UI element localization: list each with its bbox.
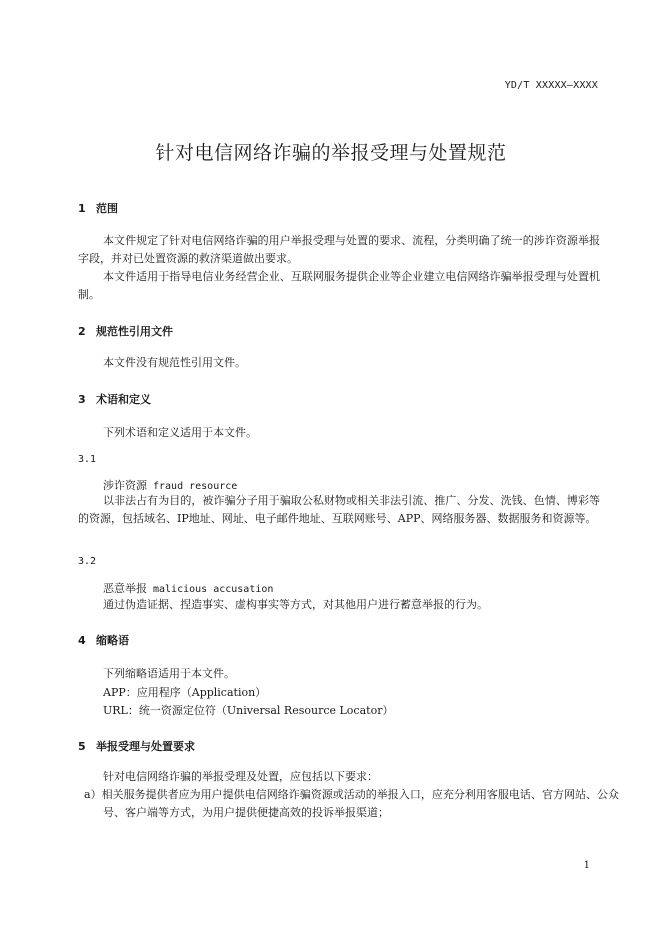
term-3-1-definition: 以非法占有为目的，被诈骗分子用于骗取公私财物或相关非法引流、推广、分发、洗钱、色情、博彩等的资源，包括域名、IP地址、网址、电子邮件地址、互联网账号、APP、网络服务器、数据服务和资源等。 xyxy=(78,494,600,525)
requirement-item-a: a）相关服务提供者应为用户提供电信网络诈骗资源或活动的举报入口，应充分利用客服电话、官方网站、公众号、客户端等方式，为用户提供便捷高效的投诉举报渠道； xyxy=(84,788,619,819)
section-title: 规范性引用文件 xyxy=(96,325,173,338)
section-1-paragraph-1: 本文件规定了针对电信网络诈骗的用户举报受理与处置的要求、流程，分类明确了统一的涉诈资源举报字段，并对已处置资源的救济渠道做出要求。 xyxy=(78,234,600,265)
section-title: 范围 xyxy=(96,202,118,215)
abbreviation-url: URL：统一资源定位符（Universal Resource Locator） xyxy=(103,704,394,717)
term-en: fraud resource xyxy=(153,481,238,492)
section-2-heading xyxy=(78,323,173,339)
section-number: 1 xyxy=(78,202,86,215)
section-5-paragraph: 针对电信网络诈骗的举报受理及处置，应包括以下要求： xyxy=(103,770,378,783)
term-3-2-definition: 通过伪造证据、捏造事实、虚构事实等方式，对其他用户进行蓄意举报的行为。 xyxy=(103,598,488,611)
standard-code: YD/T XXXXX—XXXX xyxy=(504,80,598,91)
section-number: 3 xyxy=(78,393,86,406)
abbreviation-app: APP：应用程序（Application） xyxy=(103,686,267,699)
term-en: malicious accusation xyxy=(153,584,274,595)
page-number: 1 xyxy=(583,860,590,871)
section-1-heading xyxy=(78,200,118,216)
term-3-2-number: 3.2 xyxy=(78,556,97,567)
section-title: 术语和定义 xyxy=(96,393,151,406)
section-title: 举报受理与处置要求 xyxy=(96,740,195,753)
document-title: 针对电信网络诈骗的举报受理与处置规范 xyxy=(155,142,507,164)
term-3-1-title xyxy=(103,477,237,493)
section-5-heading xyxy=(78,738,195,754)
section-title: 缩略语 xyxy=(96,634,129,647)
term-zh: 涉诈资源 xyxy=(103,479,147,492)
section-3-heading xyxy=(78,391,151,407)
section-number: 4 xyxy=(78,634,86,647)
term-3-1-number: 3.1 xyxy=(78,454,97,465)
section-number: 5 xyxy=(78,740,86,753)
section-4-paragraph: 下列缩略语适用于本文件。 xyxy=(103,667,235,680)
section-4-heading xyxy=(78,632,129,648)
term-3-2-title xyxy=(103,580,273,596)
term-zh: 恶意举报 xyxy=(103,582,147,595)
section-number: 2 xyxy=(78,325,86,338)
section-3-paragraph: 下列术语和定义适用于本文件。 xyxy=(103,426,257,439)
section-2-paragraph: 本文件没有规范性引用文件。 xyxy=(103,356,246,369)
section-1-paragraph-2: 本文件适用于指导电信业务经营企业、互联网服务提供企业等企业建立电信网络诈骗举报受理与处置机制。 xyxy=(78,270,600,301)
